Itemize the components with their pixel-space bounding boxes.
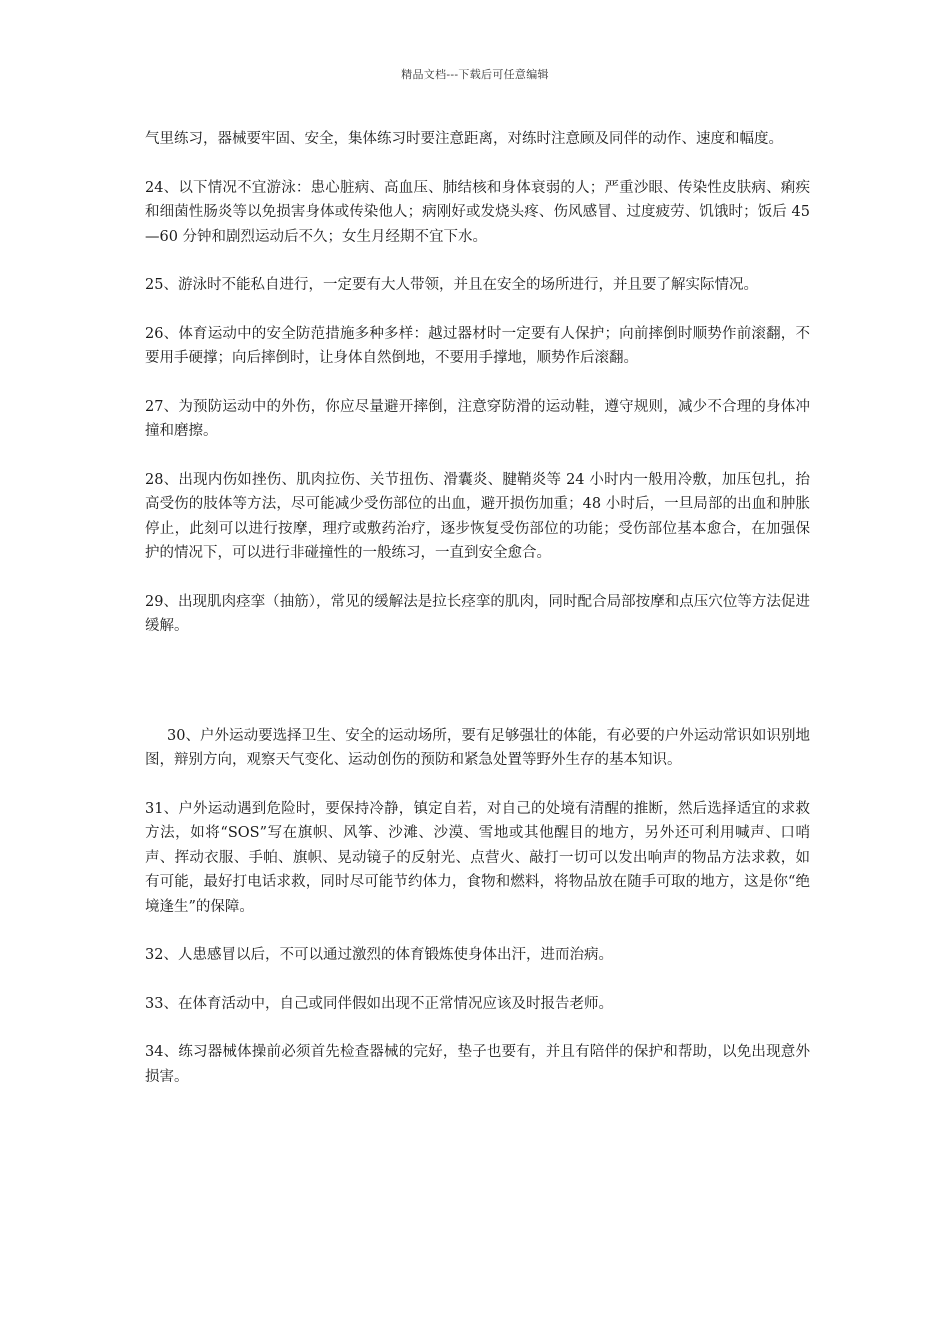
- paragraph-33: 33、在体育活动中，自己或同伴假如出现不正常情况应该及时报告老师。: [145, 995, 613, 1012]
- paragraph-25: 25、游泳时不能私自进行，一定要有大人带领，并且在安全的场所进行，并且要了解实际情况。: [145, 277, 758, 293]
- paragraph-27: 27、为预防运动中的外伤，你应尽量避开摔倒，注意穿防滑的运动鞋，遵守规则，减少不合理的身体冲撞和磨擦。: [145, 398, 810, 439]
- paragraph-31: 31、户外运动遇到危险时，要保持冷静，镇定自若，对自己的处境有清醒的推断，然后选择适宜的求救方法，如将“SOS”写在旗帜、风筝、沙滩、沙漠、雪地或其他醒目的地方，另外还可利用喊声、口哨声、挥动衣服、手帕、旗帜、晃动镜子的反射光、点营火、敲打一切可以发出响声的物品方法求救，如有可能，最好打电话求救，同时尽可能节约体力，食物和燃料，将物品放在随手可取的地方，这是你“绝境逢生”的保障。: [145, 800, 810, 915]
- paragraph-32: 32、人患感冒以后，不可以通过激烈的体育锻炼使身体出汗，进而治病。: [145, 947, 613, 963]
- paragraph-29: 29、出现肌肉痉挛（抽筋），常见的缓解法是拉长痉挛的肌肉，同时配合局部按摩和点压穴位等方法促进缓解。: [145, 593, 810, 634]
- page-header: 精品文档---下载后可任意编辑: [401, 68, 549, 81]
- paragraph-26: 26、体育运动中的安全防范措施多种多样：越过器材时一定要有人保护；向前摔倒时顺势作前滚翻，不要用手硬撑；向后摔倒时，让身体自然倒地，不要用手撑地，顺势作后滚翻。: [145, 325, 810, 366]
- paragraph-continuation: 气里练习，器械要牢固、安全，集体练习时要注意距离，对练时注意顾及同伴的动作、速度和幅度。: [145, 131, 783, 147]
- paragraph-34: 34、练习器械体操前必须首先检查器械的完好，垫子也要有，并且有陪伴的保护和帮助，以免出现意外损害。: [145, 1044, 810, 1085]
- paragraph-28: 28、出现内伤如挫伤、肌肉拉伤、关节扭伤、滑囊炎、腱鞘炎等 24 小时内一般用冷敷，加压包扎，抬高受伤的肢体等方法，尽可能减少受伤部位的出血，避开损伤加重；48 小时后，一旦局部的出血和肿胀停止，此刻可以进行按摩，理疗或敷药治疗，逐步恢复受伤部位的功能；受伤部位基本愈合，在加强保护的情况下，可以进行非碰撞性的一般练习，一直到安全愈合。: [145, 471, 810, 561]
- paragraph-24: 24、以下情况不宜游泳：患心脏病、高血压、肺结核和身体衰弱的人；严重沙眼、传染性皮肤病、痢疾和细菌性肠炎等以免损害身体或传染他人；病刚好或发烧头疼、伤风感冒、过度疲劳、饥饿时；饭后 45—60 分钟和剧烈运动后不久；女生月经期不宜下水。: [145, 179, 810, 245]
- document-body: [145, 127, 810, 1089]
- paragraph-30: 30、户外运动要选择卫生、安全的运动场所，要有足够强壮的体能，有必要的户外运动常识如识别地图，辩别方向，观察天气变化、运动创伤的预防和紧急处置等野外生存的基本知识。: [145, 727, 810, 768]
